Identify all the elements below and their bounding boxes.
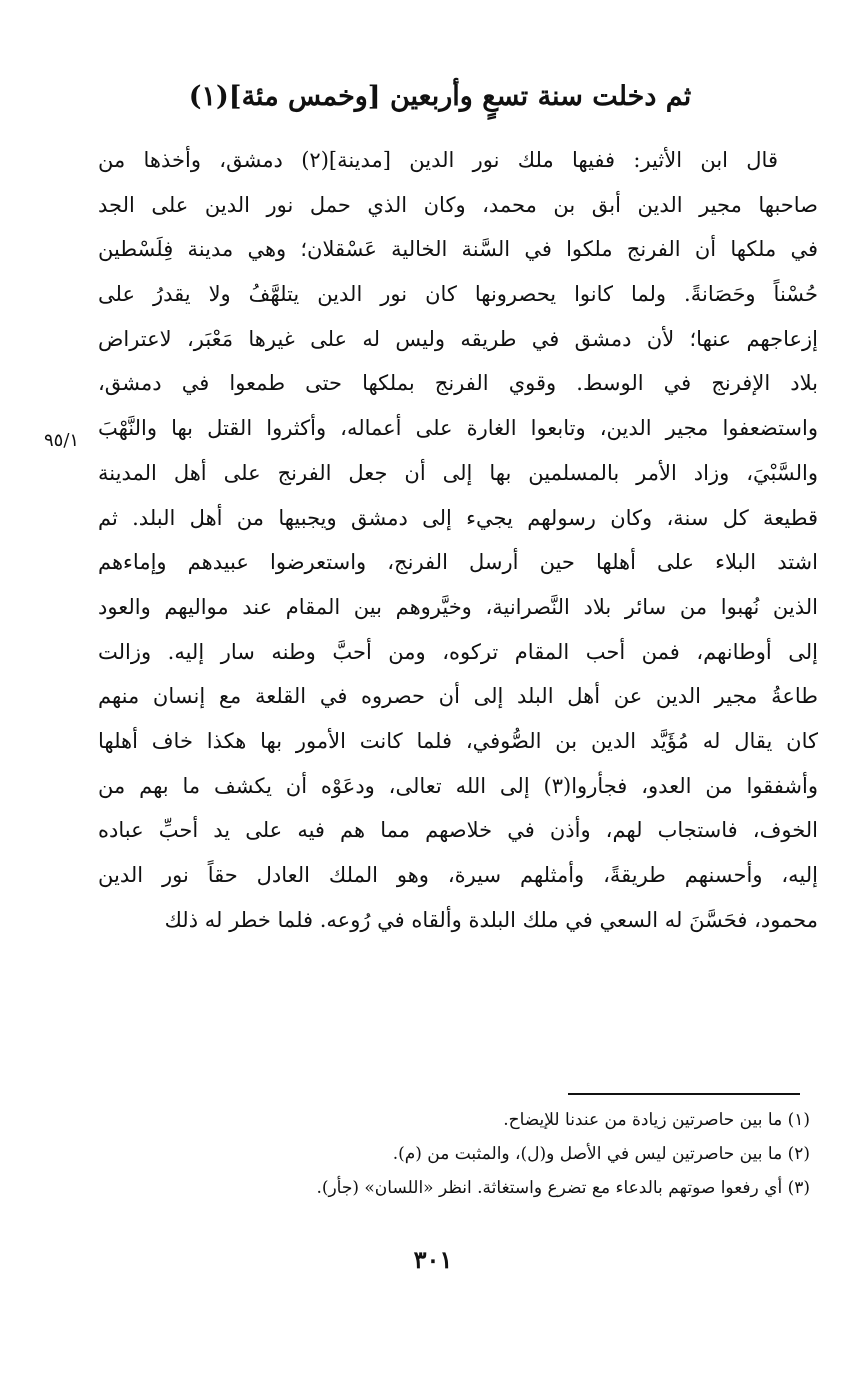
- text-line: والسَّبْيَ، وزاد الأمر بالمسلمين بها إلى أن جعل الفرنج على أهل المدينة: [98, 460, 818, 485]
- text-line: قال ابن الأثير: ففيها ملك نور الدين [مدينة](٢) دمشق، وأخذها من: [98, 148, 778, 172]
- text-line: وأشفقوا من العدو، فجأروا(٣) إلى الله تعالى، ودعَوْه أن يكشف ما بهم من: [98, 773, 818, 798]
- main-text: [98, 138, 818, 942]
- text-line: الخوف، فاستجاب لهم، وأذن في خلاصهم مما هم فيه على يد أحبِّ عباده: [98, 818, 818, 843]
- text-line: الذين نُهبوا من سائر بلاد النَّصرانية، وخيَّروهم بين المقام عند مواليهم والعود: [98, 594, 818, 619]
- text-line: إليه، وأحسنهم طريقةً، وأمثلهم سيرة، وهو الملك العادل حقاً نور الدين: [98, 863, 818, 887]
- text-line: محمود، فحَسَّنَ له السعي في ملك البلدة وألقاه في رُوعه. فلما خطر له ذلك: [164, 907, 818, 932]
- text-line: اشتد البلاء على أهلها حين أرسل الفرنج، واستعرضوا عبيدهم وإماءهم: [98, 550, 818, 575]
- chapter-heading: ثم دخلت سنة تسعٍ وأربعين [وخمس مئة](١): [188, 81, 692, 112]
- footnotes: [120, 1103, 810, 1205]
- text-line: حُسْناً وحَصَانةً. ولما كانوا يحصرونها كان نور الدين يتلهَّفُ ولا يقدرُ على: [98, 282, 818, 307]
- text-line: إلى أوطانهم، فمن أحب المقام تركوه، ومن أحبَّ وطنه سار إليه. وزالت: [98, 639, 818, 664]
- page-number: ٣٠١: [413, 1245, 453, 1274]
- text-line: في ملكها أن الفرنج ملكوا في السَّنة الخالية عَسْقلان؛ وهي مدينة فِلَسْطين: [98, 237, 818, 262]
- margin-page-reference: ٩٥/١: [44, 430, 80, 451]
- footnote: (١) ما بين حاصرتين زيادة من عندنا للإيضاح.: [503, 1110, 810, 1130]
- footnote-divider: [568, 1093, 800, 1095]
- footnote: (٣) أي رفعوا صوتهم بالدعاء مع تضرع واستغاثة. انظر «اللسان» (جأر).: [316, 1178, 810, 1198]
- footnote: (٢) ما بين حاصرتين ليس في الأصل و(ل)، والمثبت من (م).: [392, 1144, 810, 1164]
- text-line: إزعاجهم عنها؛ لأن دمشق في طريقه وليس له على غيرها مَعْبَر، لاعتراض: [98, 326, 818, 351]
- text-line: طاعةُ مجير الدين عن أهل البلد إلى أن حصروه في القلعة مع إنسان منهم: [98, 684, 818, 709]
- text-line: واستضعفوا مجير الدين، وتابعوا الغارة على أعماله، وأكثروا القتل بها والنَّهْبَ: [98, 416, 818, 441]
- text-line: صاحبها مجير الدين أبق بن محمد، وكان الذي حمل نور الدين على الجد: [98, 192, 818, 217]
- text-line: كان يقال له مُؤَيَّد الدين بن الصُّوفي، فلما كانت الأمور بها هكذا خاف أهلها: [98, 728, 818, 753]
- text-line: قطيعة كل سنة، وكان رسولهم يجيء إلى دمشق ويجبيها من أهل البلد. ثم: [98, 505, 818, 530]
- text-line: بلاد الإفرنج في الوسط. وقوي الفرنج بملكها حتى طمعوا في دمشق،: [98, 371, 818, 396]
